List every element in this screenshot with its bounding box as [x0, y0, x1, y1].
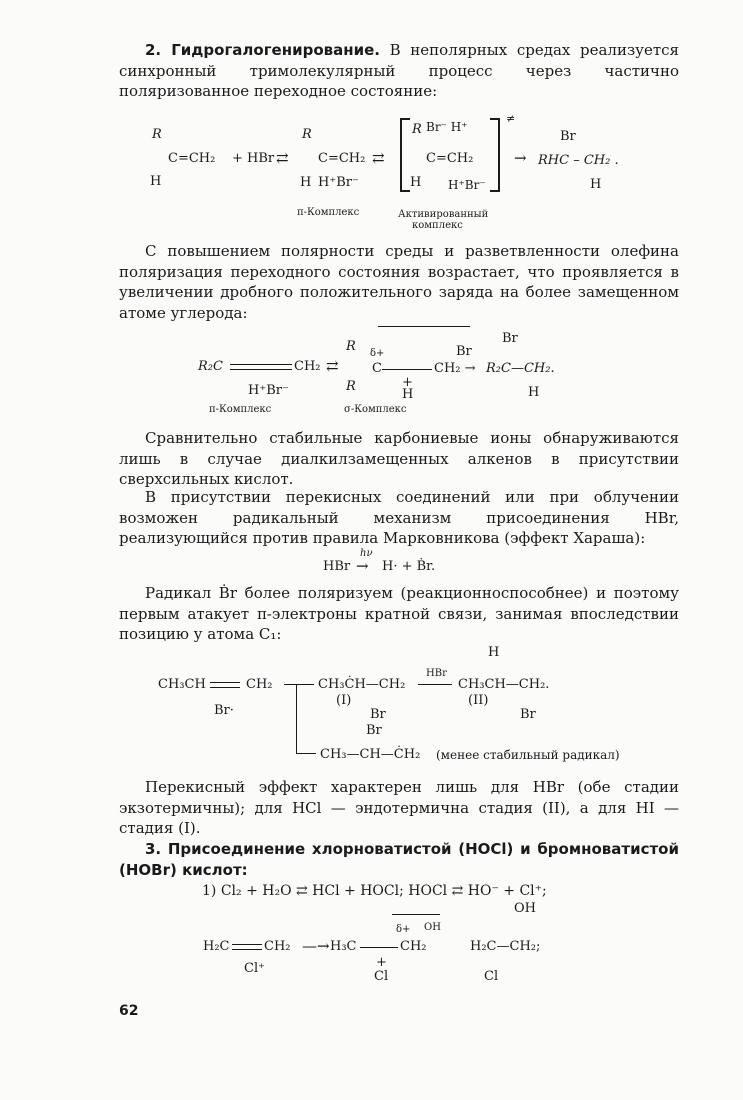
- s3-prod-h: H: [488, 645, 500, 660]
- s4-oh-small: OH: [424, 922, 441, 933]
- s4-cl-plus: Cl⁺: [244, 961, 265, 976]
- s3-br2: Br: [520, 707, 536, 722]
- s3-ch2: CH₂: [246, 677, 273, 692]
- s3-label-ii: (II): [468, 693, 489, 708]
- s2-ch2b: CH₂ →: [434, 361, 476, 376]
- s2-r2: R: [346, 379, 356, 394]
- s1-ts-label-2: комплекс: [412, 220, 463, 231]
- rad-arrow: →: [356, 557, 369, 575]
- s1-bracket-right-top: [490, 118, 500, 120]
- section2-paragraph: [119, 40, 679, 102]
- s1-prod-h: H: [590, 177, 602, 192]
- s1-ts-r: R: [412, 122, 422, 137]
- paragraph-3: Сравнительно стабильные карбониевые ионы обнаруживаются лишь в случае диалкилзамещенных алкенов в присутствии сверхсильных кислот.: [119, 429, 679, 488]
- s3-alt-note: (менее стабильный радикал): [436, 748, 620, 762]
- s4-mid-r: CH₂: [400, 939, 427, 954]
- rad-hv: hν: [360, 548, 373, 559]
- s1-ts-top: Br⁻ H⁺: [426, 120, 468, 134]
- s1-pi-mid: C=CH₂: [318, 151, 366, 166]
- s4-overline: [392, 914, 440, 915]
- s2-br: Br: [456, 344, 472, 359]
- s1-hbr: + HBr: [232, 151, 275, 166]
- section3-heading: 3. Присоединение хлорноватистой (HOCl) и бромноватистой (HOBr) кислот:: [119, 840, 679, 879]
- s2-bond-1: [230, 364, 292, 365]
- s2-delta: δ+: [370, 348, 385, 359]
- s3-branch-line: [296, 684, 297, 754]
- s3-hbr: HBr: [426, 668, 447, 679]
- s4-plus: +: [376, 955, 387, 970]
- s1-prod-br: Br: [560, 129, 576, 144]
- rad-right: H· + Ḃr.: [382, 559, 436, 574]
- s4-mid-l: H₃C: [330, 939, 357, 954]
- rad-left: HBr: [323, 559, 351, 574]
- s3-label-i: (I): [336, 693, 352, 708]
- s3-arrow2-line: [418, 684, 452, 685]
- page-number: 62: [119, 1003, 139, 1019]
- s1-eq2: ⇄: [372, 149, 385, 167]
- s1-pi-hbr: H⁺Br⁻: [318, 175, 359, 190]
- s2-prod-h: H: [528, 385, 540, 400]
- s4-line1: 1) Cl₂ + H₂O ⇄ HCl + HOCl; HOCl ⇄ HO⁻ + Cl⁺;: [202, 883, 547, 899]
- s4-delta: δ+: [396, 924, 411, 935]
- s3-radical: CH₃ĊH—CH₂: [318, 677, 406, 692]
- paragraph-5: Радикал Ḃr более поляризуем (реакционноспособнее) и поэтому первым атакует π-электроны кратной связи, занимая впоследствии позицию у атома C₁:: [119, 584, 679, 643]
- s1-ts-mark: ≠: [506, 112, 516, 125]
- s2-h: H: [402, 387, 414, 402]
- s4-bond-2: [232, 949, 262, 950]
- s2-sigma-label: σ-Комплекс: [344, 404, 407, 415]
- s3-start: CH₃CH: [158, 677, 206, 692]
- s1-ts-label-1: Активированный: [398, 209, 489, 220]
- s4-bond-3: [360, 947, 398, 948]
- s4-ch2: CH₂: [264, 939, 291, 954]
- s1-arrow: →: [514, 149, 527, 167]
- s3-bond-2: [210, 687, 240, 688]
- s2-r1: R: [346, 339, 356, 354]
- s1-bracket-right: [498, 118, 500, 192]
- paragraph-6: Перекисный эффект характерен лишь для HBr (обе стадии экзотермичны); для HCl — эндотермична стадия (II), а для HI — стадия (I).: [119, 778, 679, 837]
- s2-bond-2: [230, 369, 292, 370]
- s1-pi-r: R: [302, 127, 312, 142]
- s1-pi-h: H: [300, 175, 312, 190]
- s2-c: C: [372, 361, 382, 376]
- s2-left: R₂C: [198, 359, 223, 374]
- s1-prod: RHC – CH₂ .: [538, 153, 619, 168]
- s1-reactant: C=CH₂: [168, 151, 216, 166]
- s1-eq1: ⇄: [276, 149, 289, 167]
- s4-prod-oh: OH: [514, 901, 536, 916]
- s1-bracket-left-top: [400, 118, 410, 120]
- s3-br1: Br: [370, 707, 386, 722]
- s3-bond-1: [210, 682, 240, 683]
- s2-prod-br: Br: [502, 331, 518, 346]
- s1-ts-bot: H⁺Br⁻: [448, 178, 486, 192]
- section2-heading: 2. Гидрогалогенирование.: [145, 41, 380, 59]
- s4-prod: H₂C—CH₂;: [470, 939, 541, 954]
- s1-bracket-left-bottom: [400, 190, 410, 192]
- paragraph-2: С повышением полярности среды и разветвленности олефина поляризация переходного состояния возрастает, что проявляется в увеличении дробного положительного заряда на более замещенном атоме углерода:: [119, 242, 679, 322]
- s3-br-dot: Br·: [214, 703, 234, 718]
- s3-arrow-line: [284, 684, 314, 685]
- s1-pi-label: π-Комплекс: [297, 207, 360, 218]
- s4-bond-1: [232, 944, 262, 945]
- s1-r: R: [152, 127, 162, 142]
- s1-bracket-right-bottom: [490, 190, 500, 192]
- s1-bracket-left: [400, 118, 402, 192]
- s4-arrow-1: —→: [302, 937, 330, 955]
- s1-ts-h: H: [410, 175, 422, 190]
- s2-overline: [378, 326, 470, 327]
- s2-ch2: CH₂: [294, 359, 321, 374]
- s2-prod: R₂C—CH₂.: [486, 361, 555, 376]
- s4-start: H₂C: [203, 939, 230, 954]
- s3-br3: Br: [366, 723, 382, 738]
- s1-ts-mid: C=CH₂: [426, 151, 474, 166]
- s2-pi-label: π-Комплекс: [209, 404, 272, 415]
- s4-cl: Cl: [374, 969, 389, 984]
- s3-alt: CH₃—CH—ĊH₂: [320, 747, 421, 762]
- section2-intro: В неполярных средах реализуется синхронный тримолекулярный процесс через частично поляризованное переходное состояние:: [119, 41, 679, 100]
- s2-hbr: H⁺Br⁻: [248, 383, 289, 398]
- s1-h: H: [150, 174, 162, 189]
- s2-plus: +: [402, 375, 413, 390]
- s3-branch-arrow: [296, 753, 316, 754]
- s2-eq: ⇄: [326, 357, 339, 375]
- s2-bond-3: [382, 369, 432, 370]
- s3-prod: CH₃CH—CH₂.: [458, 677, 550, 692]
- s4-prod-cl: Cl: [484, 969, 499, 984]
- paragraph-4: В присутствии перекисных соединений или при облучении возможен радикальный механизм присоединения HBr, реализующийся против правила Марковникова (эффект Хараша):: [119, 488, 679, 547]
